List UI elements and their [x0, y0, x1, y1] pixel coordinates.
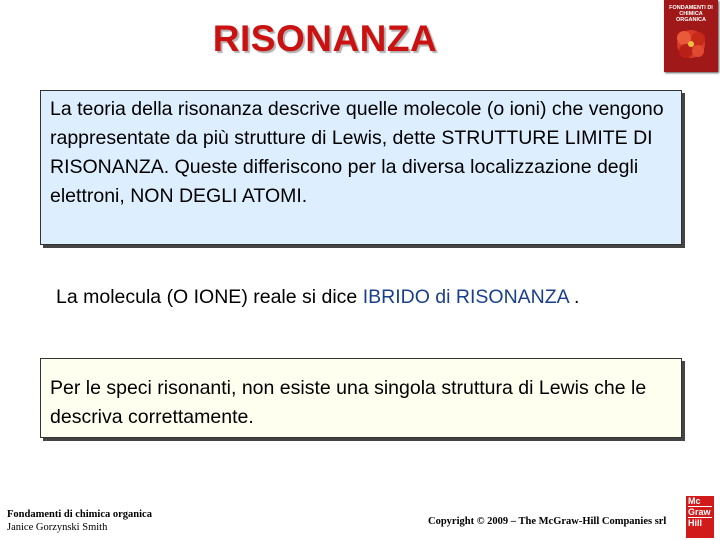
footer-book-info — [7, 508, 152, 534]
book-cover-image — [664, 0, 718, 72]
definition-text: La teoria della risonanza descrive quelle molecole (o ioni) che vengono rappresentate da più strutture di Lewis, dette STRUTTURE LIMITE DI RISONANZA. Queste differiscono per la diversa localizzazione degli elettroni, NON DEGLI ATOMI. — [50, 98, 664, 207]
footer-author: Janice Gorzynski Smith — [7, 522, 108, 533]
hybrid-statement — [56, 283, 616, 312]
hybrid-prefix: La molecula (O IONE) reale si dice — [56, 286, 363, 308]
definition-box — [40, 90, 682, 245]
hybrid-highlight: IBRIDO di RISONANZA — [362, 286, 569, 308]
slide-title: RISONANZA — [212, 18, 438, 59]
logo-line1: Mc — [688, 496, 701, 506]
note-box — [40, 358, 682, 438]
logo-line2: Graw — [688, 507, 711, 517]
footer-copyright: Copyright © 2009 – The McGraw-Hill Companies srl — [428, 516, 667, 527]
book-cover-title: FONDAMENTI DI CHIMICA ORGANICA — [669, 5, 713, 23]
mcgraw-hill-logo — [686, 496, 714, 538]
logo-line3: Hill — [688, 518, 703, 528]
hybrid-suffix: . — [568, 286, 580, 308]
note-text: Per le speci risonanti, non esiste una singola struttura di Lewis che le descriva correttamente. — [50, 377, 647, 428]
footer-book-title: Fondamenti di chimica organica — [7, 509, 152, 520]
flower-icon — [674, 26, 708, 62]
